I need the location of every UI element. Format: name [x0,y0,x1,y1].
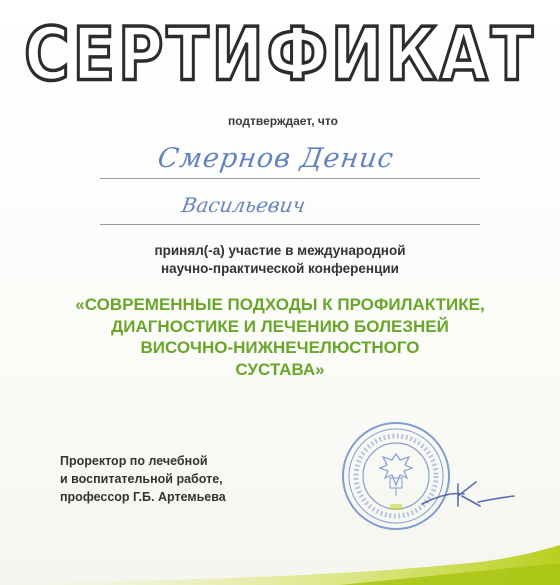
recipient-patronymic-handwritten: Васильевич [179,193,308,217]
recipient-name-handwritten: Смернов Денис [155,143,397,174]
signer-line-2: и воспитательной работе, [60,472,223,486]
signer-line-1: Проректор по лечебной [60,454,208,468]
name-underline [100,178,480,179]
participation-line-1: принял(-а) участие в международной [154,243,406,258]
decorative-swoosh [0,505,560,585]
confirms-text: подтверждает, что [228,114,338,128]
participation-statement [0,242,560,278]
participation-line-2: научно-практической конференции [161,261,399,276]
conference-title [40,294,520,380]
signer-line-3: профессор Г.Б. Артемьева [60,490,226,504]
certificate-title: СЕРТИФИКАТ [24,10,536,98]
conference-title-line-4: СУСТАВА» [235,359,325,379]
conference-title-line-1: «СОВРЕМЕННЫЕ ПОДХОДЫ К ПРОФИЛАКТИКЕ, [75,295,485,314]
conference-title-line-3: ВИСОЧНО-НИЖНЕЧЕЛЮСТНОГО [140,338,420,357]
conference-title-line-2: ДИАГНОСТИКЕ И ЛЕЧЕНИЮ БОЛЕЗНЕЙ [111,316,449,336]
patronymic-underline [100,224,480,225]
signer-block [60,452,226,506]
